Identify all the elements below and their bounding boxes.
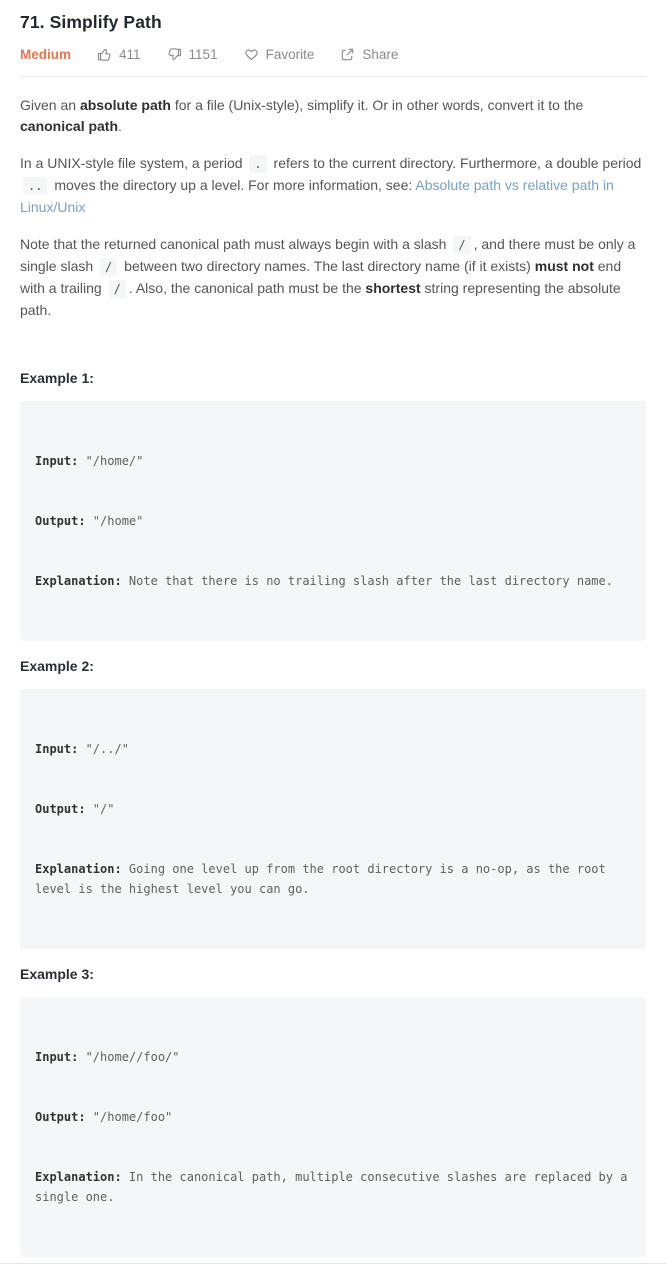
thumbs-up-icon [97, 47, 112, 62]
input-label: Input: [35, 454, 79, 468]
favorite-button[interactable] [244, 47, 315, 62]
input-label: Input: [35, 742, 79, 756]
description-paragraph [20, 234, 646, 321]
example-output-line [35, 511, 631, 531]
text-segment: In a UNIX-style file system, a period [20, 155, 247, 171]
inline-code: .. [23, 177, 47, 195]
text-segment: string representing the absolute path. [20, 280, 621, 318]
output-label: Output: [35, 802, 86, 816]
text-segment: for a file (Unix-style), simplify it. Or in other words, convert it to the [170, 97, 584, 113]
text-segment: . [118, 118, 122, 134]
input-label: Input: [35, 1050, 79, 1064]
dislike-count: 1151 [188, 46, 218, 62]
description-paragraph [20, 95, 646, 137]
bold-text: shortest [365, 280, 421, 296]
example-3-heading: Example 3: [20, 966, 94, 982]
explanation-label: Explanation: [35, 1170, 122, 1184]
dislike-button[interactable] [167, 47, 218, 62]
problem-title: 71. Simplify Path [20, 12, 162, 32]
input-value: "/home/" [78, 454, 144, 468]
favorite-label: Favorite [265, 46, 315, 62]
example-2-code-block [20, 689, 646, 949]
example-1-heading: Example 1: [20, 370, 94, 386]
explanation-value: Going one level up from the root directory is a no-op, as the root level is the highest level you can go. [35, 862, 613, 896]
difficulty-badge: Medium [20, 46, 72, 62]
inline-code: / [453, 236, 470, 254]
example-input-line [35, 1047, 631, 1067]
bold-text: absolute path [79, 97, 171, 113]
share-icon [340, 47, 355, 62]
text-segment: between two directory names. The last directory name (if it exists) [120, 258, 535, 274]
input-value: "/home//foo/" [78, 1050, 180, 1064]
example-2-heading: Example 2: [20, 658, 94, 674]
stats-row [20, 44, 646, 64]
bold-text: must not [534, 258, 594, 274]
text-segment: moves the directory up a level. For more information, see: [50, 177, 416, 193]
output-value: "/home/foo" [85, 1110, 173, 1124]
example-explanation-line [35, 859, 631, 899]
share-button[interactable] [340, 47, 398, 62]
heart-icon [244, 47, 259, 62]
output-value: "/" [85, 802, 115, 816]
text-segment: Given an [20, 97, 80, 113]
example-1-code-block [20, 401, 646, 641]
explanation-value: Note that there is no trailing slash after the last directory name. [121, 574, 613, 588]
example-output-line [35, 1107, 631, 1127]
example-input-line [35, 451, 631, 471]
output-label: Output: [35, 1110, 86, 1124]
text-segment: end with a trailing [20, 258, 622, 296]
share-label: Share [362, 46, 399, 62]
inline-code: / [100, 258, 117, 276]
header-divider [20, 76, 646, 77]
example-input-line [35, 739, 631, 759]
text-segment: . Also, the canonical path must be the [128, 280, 366, 296]
bold-text: canonical path [20, 118, 119, 134]
description-paragraph [20, 153, 646, 218]
text-segment: refers to the current directory. Furthermore, a double period [269, 155, 642, 171]
output-label: Output: [35, 514, 86, 528]
explanation-value: In the canonical path, multiple consecutive slashes are replaced by a single one. [35, 1170, 635, 1204]
output-value: "/home" [85, 514, 144, 528]
example-explanation-line [35, 571, 631, 591]
like-count: 411 [119, 46, 141, 62]
example-explanation-line [35, 1167, 635, 1207]
like-button[interactable] [97, 47, 141, 62]
inline-code: . [249, 155, 266, 173]
explanation-label: Explanation: [35, 574, 122, 588]
text-segment: Note that the returned canonical path must always begin with a slash [20, 236, 451, 252]
text-segment: , and there must be only a single slash [20, 236, 636, 274]
example-output-line [35, 799, 631, 819]
explanation-label: Explanation: [35, 862, 122, 876]
description-link[interactable]: Absolute path vs relative path in Linux/Unix [20, 177, 614, 215]
inline-code: / [109, 280, 126, 298]
example-3-code-block [20, 997, 646, 1257]
input-value: "/../" [78, 742, 129, 756]
thumbs-down-icon [167, 47, 182, 62]
